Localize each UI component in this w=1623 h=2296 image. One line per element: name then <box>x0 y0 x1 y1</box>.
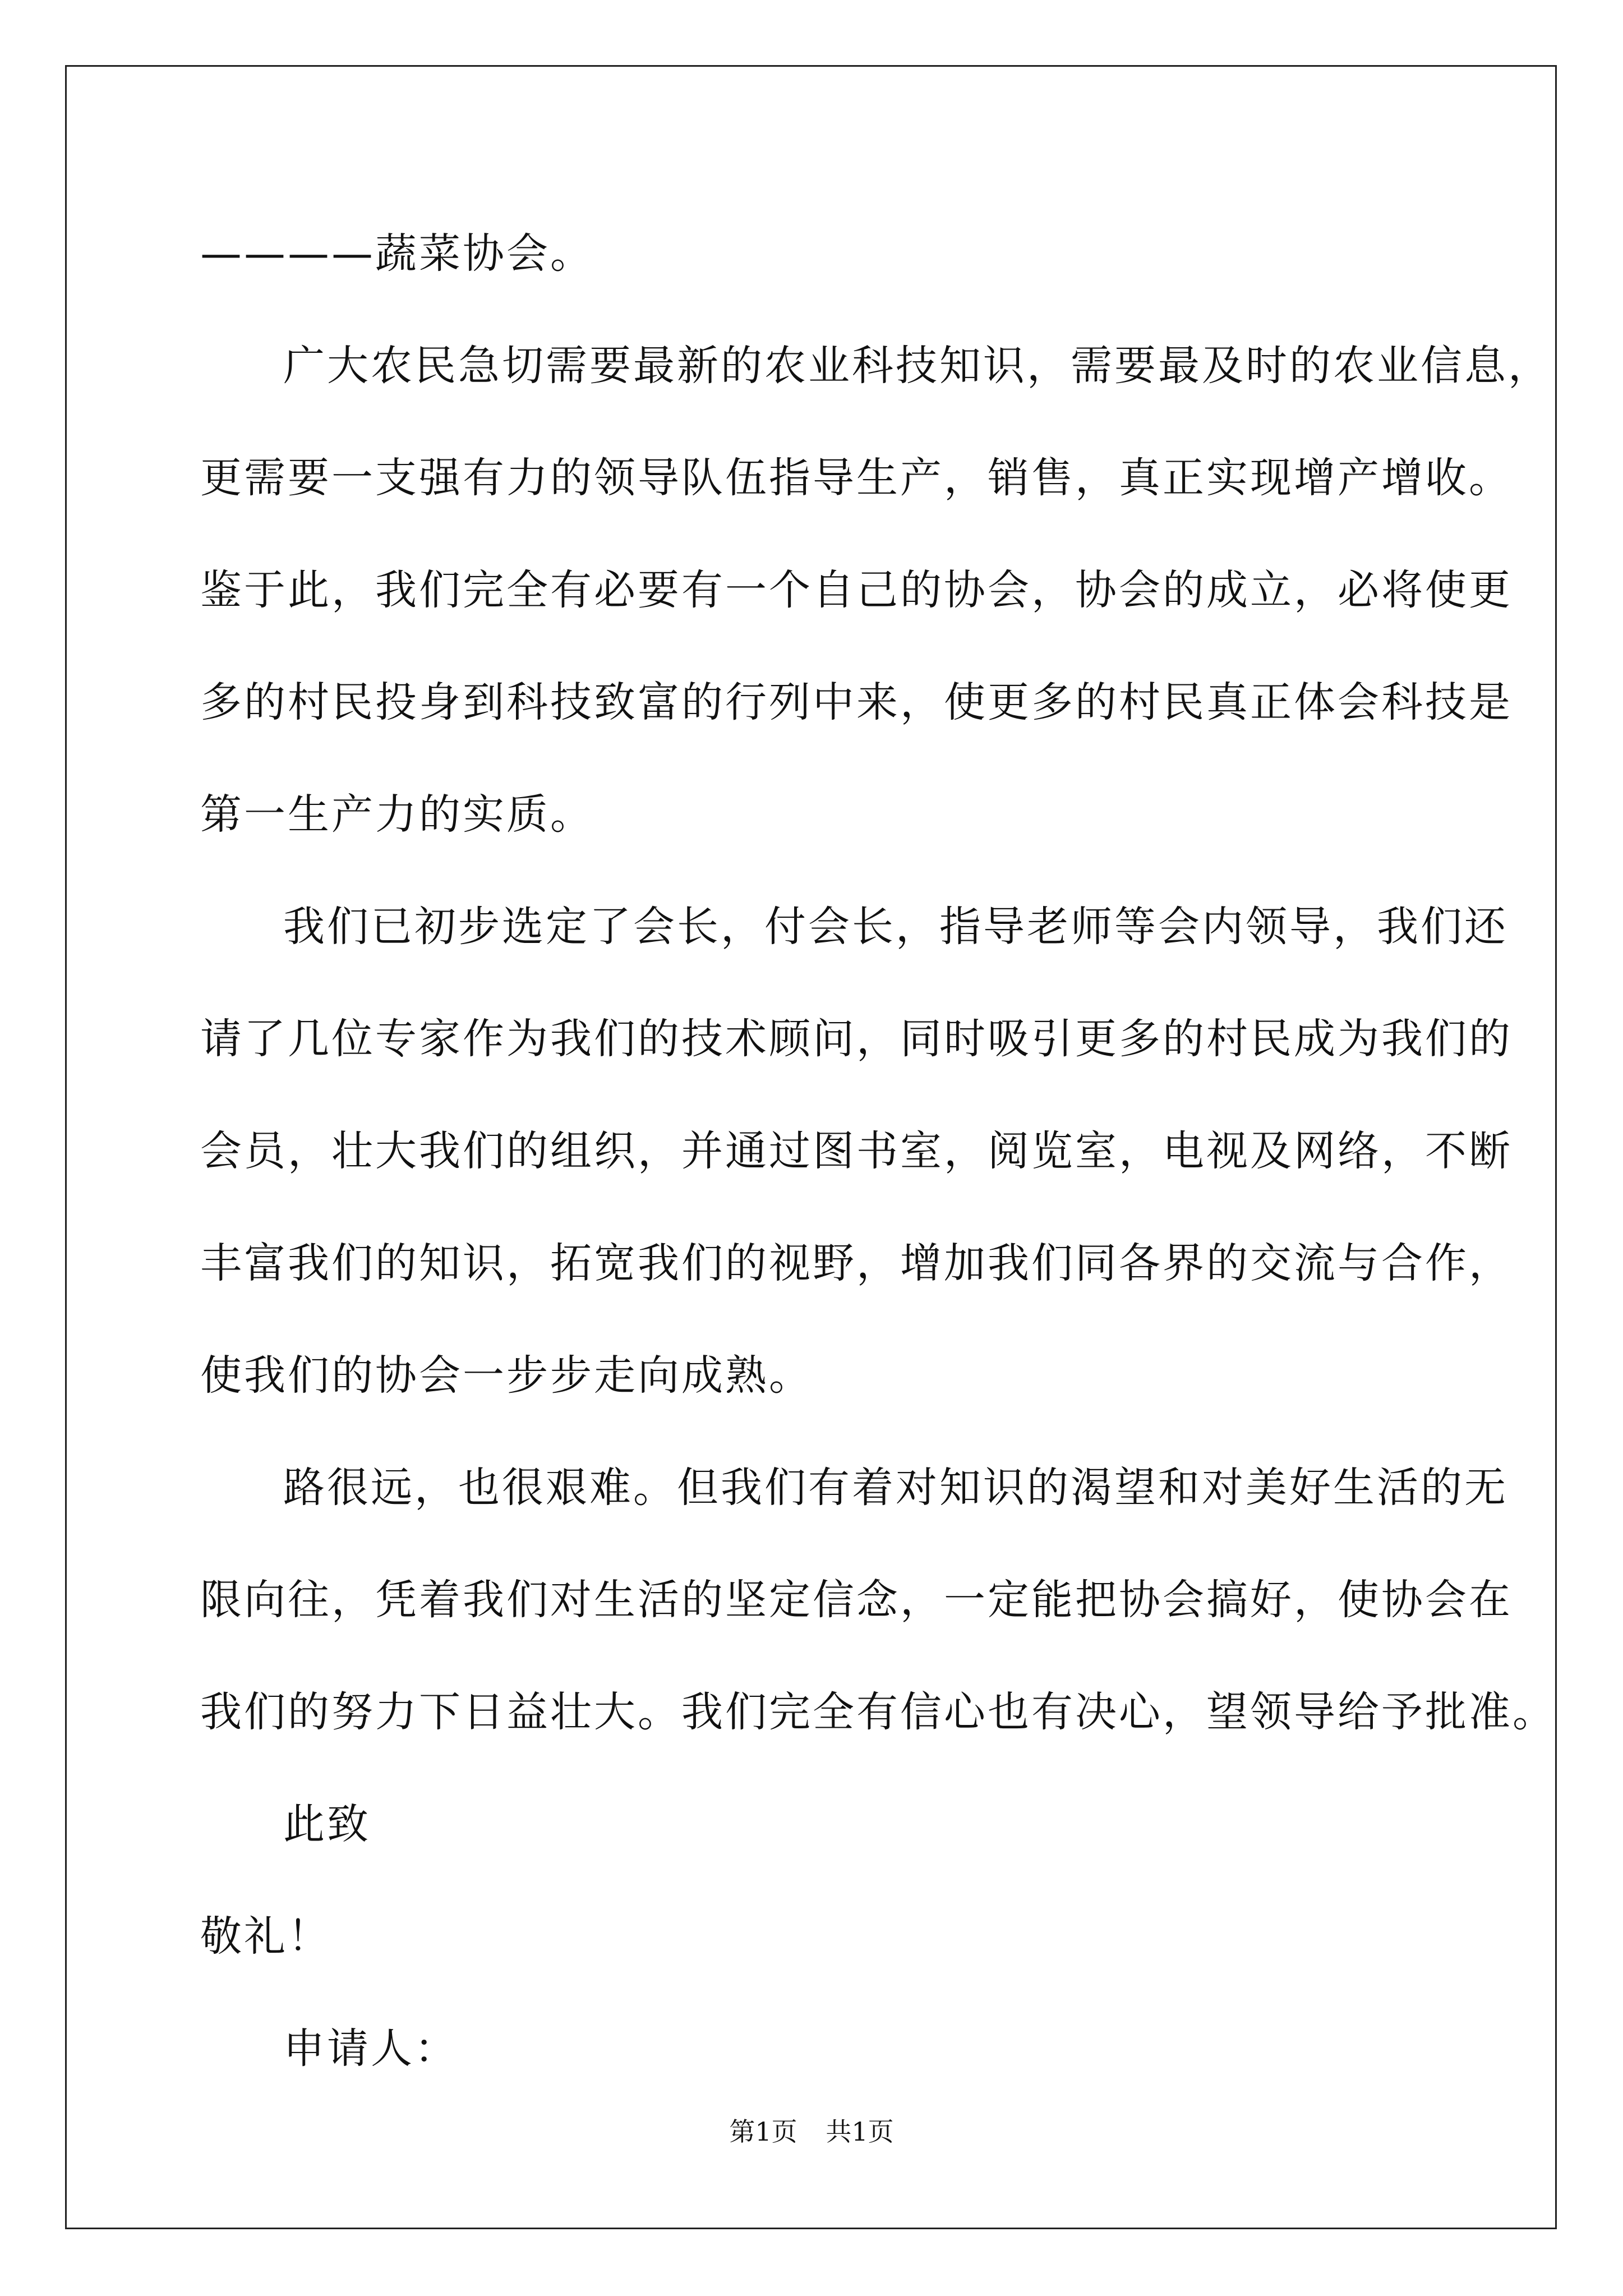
page-footer <box>0 2115 1623 2148</box>
text-line: 请了几位专家作为我们的技术顾问，同时吸引更多的村民成为我们的 <box>200 1015 1513 1063</box>
salutation-line: 敬礼！ <box>200 1912 331 1961</box>
text-line: 我们已初步选定了会长，付会长，指导老师等会内领导，我们还 <box>283 903 1508 951</box>
document-body <box>200 197 1556 2105</box>
text-line: 会员，壮大我们的组织，并通过图书室，阅览室，电视及网络，不断 <box>200 1127 1513 1175</box>
text-line: 广大农民急切需要最新的农业科技知识，需要最及时的农业信息， <box>283 342 1552 390</box>
text-line: 使我们的协会一步步走向成熟。 <box>200 1351 813 1400</box>
page-number: 第1页 <box>729 2116 797 2147</box>
text-line: 丰富我们的知识，拓宽我们的视野，增加我们同各界的交流与合作， <box>200 1239 1513 1287</box>
text-line: 我们的努力下日益壮大。我们完全有信心也有决心，望领导给予批准。 <box>200 1688 1556 1736</box>
text-line: ————蔬菜协会。 <box>200 229 594 278</box>
text-line: 路很远，也很艰难。但我们有着对知识的渴望和对美好生活的无 <box>283 1464 1508 1512</box>
closing-line: 此致 <box>283 1800 371 1848</box>
text-line: 更需要一支强有力的领导队伍指导生产，销售，真正实现增产增收。 <box>200 454 1513 502</box>
applicant-line: 申请人： <box>283 2024 458 2073</box>
text-line: 鉴于此，我们完全有必要有一个自己的协会，协会的成立，必将使更 <box>200 566 1513 614</box>
text-line: 限向往，凭着我们对生活的坚定信念，一定能把协会搞好，使协会在 <box>200 1576 1513 1624</box>
text-line: 第一生产力的实质。 <box>200 790 594 839</box>
page-total: 共1页 <box>826 2116 894 2147</box>
text-line: 多的村民投身到科技致富的行列中来，使更多的村民真正体会科技是 <box>200 678 1513 726</box>
